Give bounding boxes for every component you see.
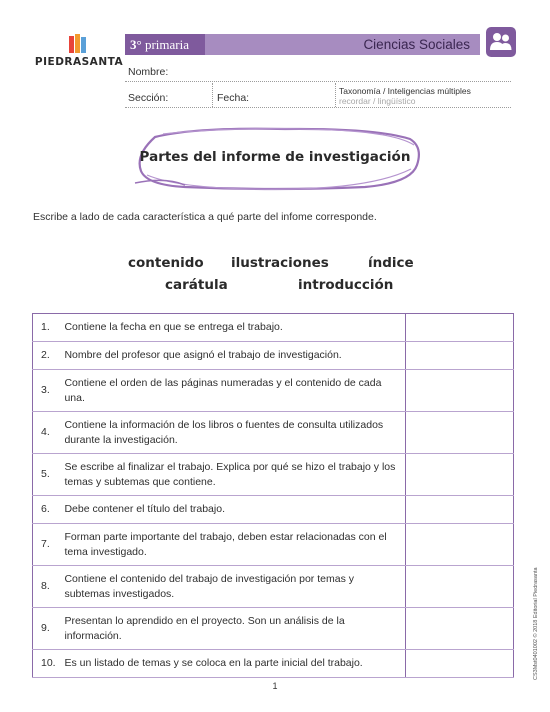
subject-label: Ciencias Sociales [363,37,470,52]
page-number: 1 [272,681,278,691]
nombre-label: Nombre: [128,66,169,78]
row-number: 2. [33,342,63,370]
title-banner [125,125,425,193]
table-row [33,524,514,566]
row-text: Debe contener el título del trabajo. [62,496,405,524]
row-number: 9. [33,608,63,650]
grade-number: 3 [130,37,137,52]
word-bank-item: introducción [298,277,394,293]
separator [335,83,336,107]
copyright-code: CS3Mst0401002 © 2018 Editorial Piedrasanta [533,567,539,680]
characteristics-table [32,313,514,678]
row-text: Es un listado de temas y se coloca en la parte inicial del trabajo. [62,650,405,678]
row-text: Nombre del profesor que asignó el trabajo de investigación. [62,342,405,370]
table-row [33,314,514,342]
row-number: 10. [33,650,63,678]
table-row [33,412,514,454]
answer-cell[interactable] [406,412,514,454]
answer-cell[interactable] [406,566,514,608]
people-icon [486,27,516,57]
row-text: Contiene la fecha en que se entrega el trabajo. [62,314,405,342]
row-number: 3. [33,370,63,412]
answer-cell[interactable] [406,454,514,496]
seccion-label: Sección: [128,92,169,104]
row-number: 5. [33,454,63,496]
nombre-line[interactable] [125,81,511,82]
row-number: 7. [33,524,63,566]
book-logo-icon [67,33,89,55]
row-number: 4. [33,412,63,454]
answer-cell[interactable] [406,370,514,412]
grade-label [125,34,205,55]
row-number: 8. [33,566,63,608]
answer-cell[interactable] [406,608,514,650]
answer-cell[interactable] [406,342,514,370]
word-bank-item: índice [368,255,414,271]
table-row [33,370,514,412]
fecha-label: Fecha: [217,92,250,104]
separator [212,83,213,107]
answer-cell[interactable] [406,650,514,678]
word-bank-item: carátula [165,277,228,293]
table-row [33,608,514,650]
answer-cell[interactable] [406,314,514,342]
logo-text: PIEDRASANTA [34,56,124,68]
table-row [33,342,514,370]
grade-suffix: ° primaria [136,37,189,52]
table-row [33,650,514,678]
table-row [33,454,514,496]
word-bank-item: ilustraciones [231,255,329,271]
table-row [33,566,514,608]
row-number: 1. [33,314,63,342]
seccion-fecha-line[interactable] [125,107,511,108]
row-text: Contiene el contenido del trabajo de investigación por temas y subtemas investigados. [62,566,405,608]
publisher-logo [34,30,124,70]
taxonomy-value: recordar / lingüístico [339,96,416,106]
row-text: Contiene el orden de las páginas numeradas y el contenido de cada una. [62,370,405,412]
row-number: 6. [33,496,63,524]
instruction-text: Escribe a lado de cada característica a qué parte del infome corresponde. [33,211,377,223]
table-row [33,496,514,524]
row-text: Forman parte importante del trabajo, deben estar relacionadas con el tema investigado. [62,524,405,566]
page-title: Partes del informe de investigación [139,149,411,165]
row-text: Se escribe al finalizar el trabajo. Explica por qué se hizo el trabajo y los temas y subtemas que contiene. [62,454,405,496]
answer-cell[interactable] [406,524,514,566]
word-bank-item: contenido [128,255,204,271]
taxonomy-label: Taxonomía / Inteligencias múltiples [339,86,471,96]
answer-cell[interactable] [406,496,514,524]
row-text: Presentan lo aprendido en el proyecto. Son un análisis de la información. [62,608,405,650]
row-text: Contiene la información de los libros o fuentes de consulta utilizados durante la investigación. [62,412,405,454]
